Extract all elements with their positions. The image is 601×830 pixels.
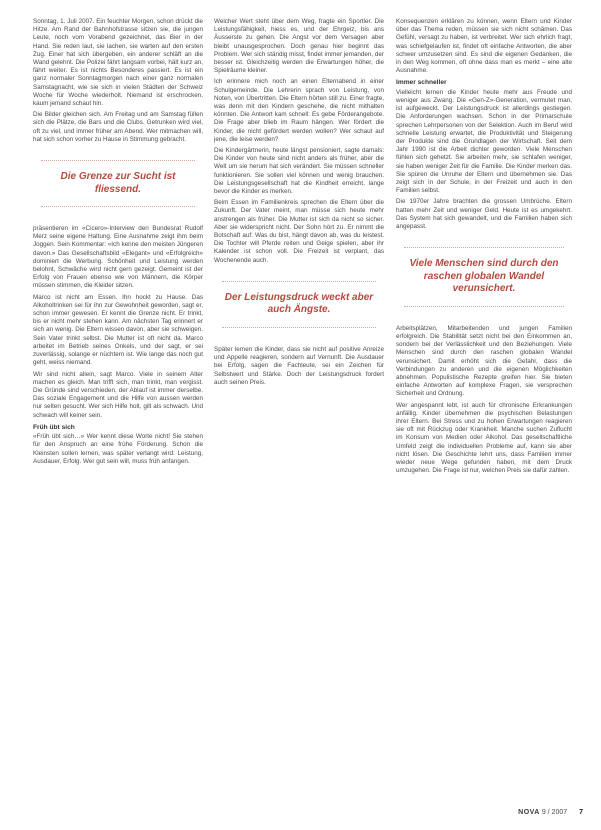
paragraph: Später lernen die Kinder, dass sie nicht auf positive Anreize und Appelle reagieren, sondern auf Vernunft. Die Ausdauer bei Erfolg, sagen die Fachleute, sei ein Zeichen für Selbstwert und Stärke. Doch der Leistungsdruck fordert auch seinen Preis.: [214, 345, 384, 386]
column-left: [33, 18, 203, 806]
pull-quote: Der Leistungsdruck weckt aber auch Ängste.: [222, 281, 376, 328]
paragraph: Die 1970er Jahre brachten die grossen Umbrüche. Eltern hatten mehr Zeit und weniger Geld. Heute ist es umgekehrt. Das System hat sich gewandelt, und die Familien haben sich angepasst.: [396, 198, 572, 231]
page-number: 7: [579, 809, 583, 816]
paragraph: Die Kindergärtnerin, heute längst pensioniert, sagte damals: Die Kinder von heute sind nicht anders als früher, aber die Welt um sie herum hat sich verändert. Sie müssen schneller funktionieren. Sie sollen viel können und wenig brauchen. Die Leistungsgesellschaft hat die Kindheit erreicht, lange bevor die Kinder es merken.: [214, 147, 384, 196]
section-heading: Früh übt sich: [33, 423, 75, 431]
paragraph: präsentieren im «Cicero»-Interview den Bundesrat Rudolf Merz seine eigene Haltung. Eine Ausnahme zeigt ihm beim Joggen. Sein Kommentar: «Ich kenne den meisten Jüngeren davon.» Das Gesellschaftsbild «Elegant» und «Erfolgreich» dominiert die Werbung. Schönheit und Leistung werden belohnt, Schwäche wird nicht gern gezeigt. Gemeint ist der Erfolg von Frauen ebenso wie von Männern, die Körper müssen stimmen, die Kleider sitzen.: [33, 225, 203, 290]
column-middle: [214, 18, 384, 806]
column-right: [396, 18, 572, 806]
paragraph: Ich erinnere mich noch an einen Elternabend in einer Schulgemeinde. Die Lehrerin sprach von Leistung, von Noten, von Übertritten. Die Eltern hörten still zu. Einer fragte, was denn mit den Kindern geschehe, die nicht mithalten könnten. Die Antwort kam schnell: Es gebe Förderangebote. Die Frage aber blieb im Raum hängen. Wer fördert die Kinder, die nicht gefördert werden wollen? Wer schaut auf jene, die leise werden?: [214, 78, 384, 143]
pull-quote: Viele Menschen sind durch den raschen globalen Wandel verunsichert.: [404, 247, 564, 307]
paragraph: Vielleicht lernen die Kinder heute mehr aus Freude und weniger aus Zwang. Die «Gen-Z»-Generation, vermutet man, ist aufgeweckt. Der Leistungsdruck ist allerdings gestiegen. Die Anforderungen wachsen. Schon in der Primarschule sprechen Lehrpersonen von der Selektion. Auch im Beruf wird schnelle Leistung erwartet, die Produktivität und Steigerung der Produkte sind die Grundlagen der Wirtschaft. Seit dem Jahr 1990 ist die Arbeit dichter geworden. Viele Menschen fühlen sich gehetzt. Sie arbeiten mehr, sie schlafen weniger, sie haben weniger Zeit für die Familie. Die Kinder merken das. Sie spüren die Unruhe der Eltern und übernehmen sie. Das zeigt sich in der Schule, in der Freizeit und auch in den Familien selbst.: [396, 88, 572, 195]
section-heading: Immer schneller: [396, 79, 447, 87]
paragraph: «Früh übt sich…» Wer kennt diese Worte nicht! Sie stehen für den Anspruch an eine frühe Förderung. Schon die Kleinsten sollen lernen, was später verlangt wird: Leistung, Ausdauer, Erfolg. Wer gut sein will, muss früh anfangen.: [33, 433, 203, 465]
paragraph: Die Bilder gleichen sich. Am Freitag und am Samstag füllen sich die Plätze, die Bars und die Clubs. Getrunken wird viel, oft zu viel, und immer früher am Abend. Wer mitmachen will, hat sich schon vorher zu Hause in Stimmung gebracht.: [33, 111, 203, 143]
paragraph: Sonntag, 1. Juli 2007. Ein feuchter Morgen, schon drückt die Hitze. Am Rand der Bahnhofstrasse sitzen sie, die jungen Leute, noch vom Vorabend gezeichnet, das Bier in der Hand. Sie reden laut, sie lachen, sie warten auf den ersten Zug. Einer hat sich übergeben, ein anderer schläft an die Wand gelehnt. Die Polizei fährt langsam vorbei, hält kurz an, fährt weiter. Es ist nichts Besonderes passiert. Es ist ein ganz normaler Sonntagmorgen nach einer ganz normalen Samstagnacht, wie sie sich in vielen Städten der Schweiz Woche für Woche wiederholt. Niemand ist erschrocken, kaum jemand schaut hin.: [33, 18, 203, 108]
paragraph: Marco ist nicht am Essen. Ihn hockt zu Hause. Das Alkoholtrinken sei für ihn zur Gewohnheit geworden, sagt er, schon immer gewesen. Er kennt die Grenze nicht. Er trinkt, bis er nicht mehr stehen kann. Am nächsten Tag erinnert er sich an wenig. Die Eltern wissen davon, aber sie schweigen. Sein Vater trinkt selbst. Die Mutter ist oft nicht da. Marco arbeitet im Betrieb seines Onkels, und der sagt, er sei zuverlässig, solange er nüchtern ist. Wie lange das noch gut geht, weiss niemand.: [33, 293, 203, 367]
paragraph: Wir sind nicht allein, sagt Marco. Viele in seinem Alter machen es gleich. Man trifft sich, man trinkt, man vergisst. Die Gründe sind verschieden, der Ablauf ist immer derselbe. Das soziale Engagement und die Hilfe von aussen werden nur selten gesucht. Wer sich Hilfe holt, gilt als schwach. Und schwach will keiner sein.: [33, 370, 203, 419]
paragraph: Beim Essen im Familienkreis sprechen die Eltern über die Zukunft. Der Vater meint, man müsse sich heute mehr anstrengen als früher. Die Mutter ist sich da nicht so sicher. Aber sie widerspricht nicht. Der Sohn hört zu. Er nimmt die Botschaft auf: Was du bist, hängt davon ab, was du leistest. Die Tochter will Pferde reiten und Geige spielen, aber ihr Kalender ist schon voll. Die Freizeit ist verplant, das Wochenende auch.: [214, 199, 384, 264]
paragraph: Wer angespannt lebt, ist auch für chronische Erkrankungen anfällig. Kinder übernehmen die psychischen Belastungen ihrer Eltern. Bei Stress und zu hohen Erwartungen reagieren sie oft mit Rückzug oder Krankheit. Manche suchen Zuflucht im Konsum von Medien oder Alkohol. Das gesellschaftliche Umfeld zeigt die individuellen Probleme auf, kann sie aber nicht lösen. Die Geschichte lehrt uns, dass Familien immer wieder neue Wege gefunden haben, mit dem Druck umzugehen. Die Frage ist nur, welchen Preis sie dafür zahlen.: [396, 401, 572, 475]
pull-quote: Die Grenze zur Sucht ist fliessend.: [41, 160, 195, 207]
page-footer: [518, 809, 583, 816]
paragraph: Konsequenzen erklären zu können, wenn Eltern und Kinder über das Thema reden, müssen sie sich nicht schämen. Das Gefühl, versagt zu haben, ist verbreitet. Wer sich ehrlich fragt, was schiefgelaufen ist, findet oft einfache Antworten, die aber schwer umzusetzen sind. Es sind die eigenen Gedanken, die in den Weg kommen, oft ohne dass man es merkt – eine alte Ausnahme.: [396, 18, 572, 75]
magazine-name: NOVA: [518, 809, 540, 816]
paragraph: Arbeitsplätzen, Mitarbeitenden und jungen Familien erfolgreich. Die Stabilität setzt nicht bei den Einkommen an, sondern bei der Verlässlichkeit und den Beziehungen. Viele Menschen sind durch den raschen globalen Wandel verunsichert. Damit erhöht sich die Gefahr, dass die Verbindungen zu anderen und die eigenen Möglichkeiten abnehmen. Populistische Rezepte greifen hier. Sie bieten einfache Antworten auf komplexe Fragen, sie versprechen Sicherheit und Ordnung.: [396, 324, 572, 398]
issue-number: 9 / 2007: [541, 809, 568, 816]
paragraph: Welcher Wert steht über dem Weg, fragte ein Sportler. Die Leistungsfähigkeit, hiess es, und der Ehrgeiz, bis ans Äusserste zu gehen. Die Angst vor dem Versagen aber bleibt unausgesprochen. Doch genau hier beginnt das Problem. Wer sich ständig misst, findet immer jemanden, der besser ist. Gleichzeitig werden die Erwartungen höher, die Spielräume kleiner.: [214, 18, 384, 75]
